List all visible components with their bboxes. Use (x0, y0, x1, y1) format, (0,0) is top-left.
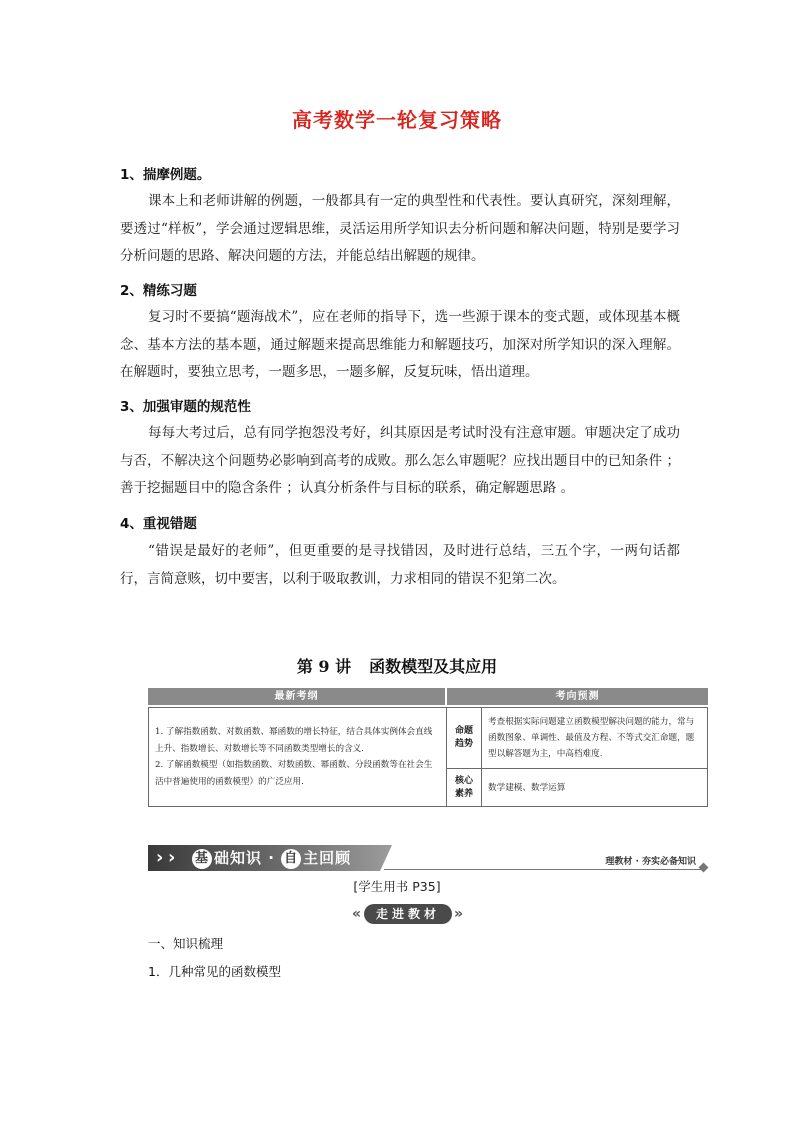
section-4-heading: 4、重视错题 (120, 516, 197, 532)
banner-badge: 自 (281, 849, 301, 869)
lecture-number: 第 9 讲 (296, 657, 352, 676)
outline-table-body (148, 707, 708, 807)
syllabus-item: 1. 了解指数函数、对数函数、幂函数的增长特征，结合具体实例体会直线上升、指数增长、对数增长等不同函数类型增长的含义. (155, 727, 433, 754)
pill-label: 走进教材 (364, 904, 452, 924)
forecast-row-text: 数学建模、数学运算 (488, 783, 566, 793)
diamond-icon (699, 863, 709, 873)
section-banner (148, 845, 708, 871)
syllabus-column (149, 708, 447, 806)
section-3-heading: 3、加强审题的规范性 (120, 399, 251, 415)
outline-table (148, 688, 708, 806)
forecast-row-trend (447, 708, 707, 769)
forecast-header: 考向预测 (447, 688, 708, 705)
document-title: 高考数学一轮复习策略 (292, 108, 502, 132)
chevron-right-icon: › (156, 847, 164, 868)
banner-right-text: 理教材 · 夯实必备知识 (605, 857, 696, 867)
subheading-knowledge: 一、知识梳理 (148, 936, 224, 951)
forecast-row-label: 核心素养 (447, 769, 482, 806)
syllabus-header: 最新考纲 (148, 688, 445, 705)
textbook-pill (352, 903, 464, 925)
banner-badge: 基 (192, 849, 212, 869)
section-1-heading: 1、揣摩例题。 (120, 167, 211, 183)
double-chevron-left-icon: « (352, 906, 362, 922)
lecture-heading (0, 654, 794, 677)
section-3-body: 每每大考过后，总有同学抱怨没考好，纠其原因是考试时没有注意审题。审题决定了成功与否，不解决这个问题势必影响到高考的成败。那么怎么审题呢？应找出题目中的已知条件 ；善于挖掘题目中的隐含条件 ；认真分析条件与目标的联系，确定解题思路 。 (120, 425, 680, 496)
syllabus-item: 2. 了解函数模型（如指数函数、对数函数、幂函数、分段函数等在社会生活中普遍使用的函数模型）的广泛应用. (155, 760, 433, 787)
syllabus-list (155, 724, 440, 790)
forecast-row-text: 考查根据实际问题建立函数模型解决问题的能力，常与函数图象、单调性、最值及方程、不等式交汇命题，题型以解答题为主，中高档难度. (488, 717, 695, 759)
forecast-row-literacy (447, 769, 707, 806)
forecast-row-label: 命题趋势 (447, 708, 482, 768)
banner-divider (384, 869, 702, 870)
section-4-body: “错误是最好的老师”，但更重要的是寻找错因，及时进行总结，三五个字，一两句话都行，言简意赅，切中要害，以利于吸取教训，力求相同的错误不犯第二次。 (120, 543, 680, 587)
book-reference: [学生用书 P35] (353, 879, 441, 894)
double-chevron-right-icon: » (454, 906, 464, 922)
chevron-right-icon: › (168, 847, 176, 868)
section-1-body: 课本上和老师讲解的例题，一般都具有一定的典型性和代表性。要认真研究，深刻理解，要透过“样板”，学会通过逻辑思维，灵活运用所学知识去分析问题和解决问题，特别是要学习分析问题的思路、解决问题的方法，并能总结出解题的规律。 (120, 193, 680, 264)
section-2-heading: 2、精练习题 (120, 283, 197, 299)
banner-title: 基 础知识 · 自 主回顾 (192, 847, 351, 869)
lecture-title: 函数模型及其应用 (369, 657, 498, 676)
subheading-function-models: 1．几种常见的函数模型 (148, 964, 281, 979)
section-2-body: 复习时不要搞“题海战术”，应在老师的指导下，选一些源于课本的变式题，或体现基本概念、基本方法的基本题，通过解题来提高思维能力和解题技巧，加深对所学知识的深入理解。在解题时，要独立思考，一题多思，一题多解，反复玩味，悟出道理。 (120, 309, 680, 380)
